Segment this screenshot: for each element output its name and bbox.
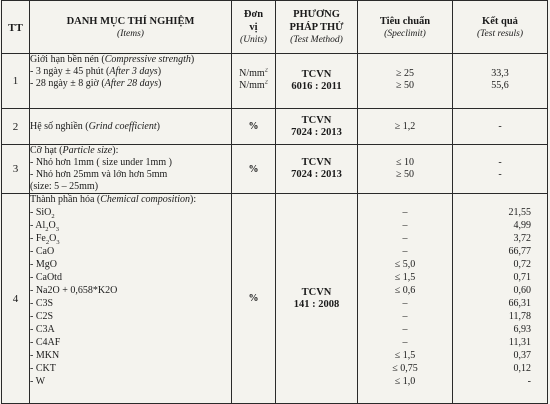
component-result: 66,77 [508,246,531,257]
spec-cell [358,194,453,404]
table-row [2,194,548,404]
test-results-table [1,0,548,404]
unit-cell: % [232,194,276,404]
component-result: 21,55 [508,207,531,218]
header-tt: TT [2,1,30,54]
component-spec: ≤ 0,6 [394,285,416,296]
unit-cell: $N/mm^2$ $N/mm^2$ [232,54,276,109]
result-cell [453,194,548,404]
component-result: 11,78 [508,311,531,322]
result-cell: 33,3 55,6 [453,54,548,109]
component-spec: ≤ 0,75 [392,363,418,374]
item-cell: Hệ số nghiền (Grind coefficient) [30,109,232,145]
table-row [2,54,548,109]
item-subline: - 3 ngày ± 45 phút (After 3 days) [30,66,162,77]
component-label: - W [30,376,46,387]
spec-cell: ≤ 10 ≥ 50 [358,145,453,194]
component-label: - C2S [30,311,54,322]
method-cell: TCVN 6016 : 2011 [276,54,358,109]
item-subline: - 28 ngày ± 8 giờ (After 28 days) [30,78,162,89]
component-result: 11,31 [508,337,531,348]
component-label: - CKT [30,363,56,374]
component-spec: – [402,337,408,348]
component-result: 0,12 [513,363,531,374]
component-spec: – [402,311,408,322]
component-result: 4,99 [513,220,531,231]
component-result: 6,93 [513,324,531,335]
item-cell [30,54,232,109]
component-label: - SiO$_2$ [30,207,55,220]
table-row [2,145,548,194]
header-method: PHƯƠNG PHÁP THỬ (Test Method) [276,1,358,54]
header-items: DANH MỤC THÍ NGHIỆM (Items) [30,1,232,54]
unit-cell: % [232,109,276,145]
component-label: - MKN [30,350,60,361]
component-spec: – [402,207,408,218]
spec-cell: ≥ 25 ≥ 50 [358,54,453,109]
row-number: 4 [2,194,30,404]
component-label: - Na2O + 0,658*K2O [30,285,118,296]
header-unit: Đơn vị (Units) [232,1,276,54]
component-spec: – [402,220,408,231]
spec-cell: ≥ 1,2 [358,109,453,145]
component-label: - C3A [30,324,55,335]
method-cell: TCVN 141 : 2008 [276,194,358,404]
component-spec: – [402,246,408,257]
component-label: - C4AF [30,337,61,348]
component-label: - $Al_2O_3$ [30,220,60,233]
component-label: - C3S [30,298,54,309]
item-cell: Thành phần hóa (Chemical composition): - SiO$_2$ - $Al_2O_3$ - $Fe_2O_3$ - CaO - MgO - CaOtd - Na2O + 0,658*K2O - C3S - C2S - C3A - C4AF - MKN - CKT - W [30,194,232,404]
table-row [2,109,548,145]
component-spec: – [402,298,408,309]
row-number: 2 [2,109,30,145]
row-number: 1 [2,54,30,109]
method-cell: TCVN 7024 : 2013 [276,145,358,194]
result-cell: - [453,109,548,145]
component-result: 0,71 [513,272,531,283]
component-result: 0,37 [513,350,531,361]
component-spec: ≤ 1,5 [394,272,416,283]
header-row [2,1,548,54]
component-label: - CaOtd [30,272,62,283]
method-cell: TCVN 7024 : 2013 [276,109,358,145]
component-label: - MgO [30,259,57,270]
component-result: 0,60 [513,285,531,296]
component-result: 66,31 [508,298,531,309]
unit-cell: % [232,145,276,194]
row-number: 3 [2,145,30,194]
header-spec: Tiêu chuẩn (Speclimit) [358,1,453,54]
component-result: 0,72 [513,259,531,270]
component-spec: ≤ 1,5 [394,350,416,361]
component-label: - CaO [30,246,55,257]
result-cell: - - [453,145,548,194]
header-result: Kết quả (Test resuls) [453,1,548,54]
component-result: 3,72 [513,233,531,244]
item-title: Giới hạn bền nén (Compressive strength) [30,54,195,65]
component-label: - $Fe_2O_3$ [30,233,60,246]
component-spec: ≤ 5,0 [394,259,416,270]
item-cell: Cỡ hạt (Particle size): - Nhỏ hơn 1mm ( size under 1mm ) - Nhỏ hơn 25mm và lớn hơn 5mm (size: 5 – 25mm) [30,145,232,194]
component-spec: – [402,324,408,335]
component-result: - [527,376,531,387]
component-spec: ≤ 1,0 [394,376,416,387]
component-spec: – [402,233,408,244]
